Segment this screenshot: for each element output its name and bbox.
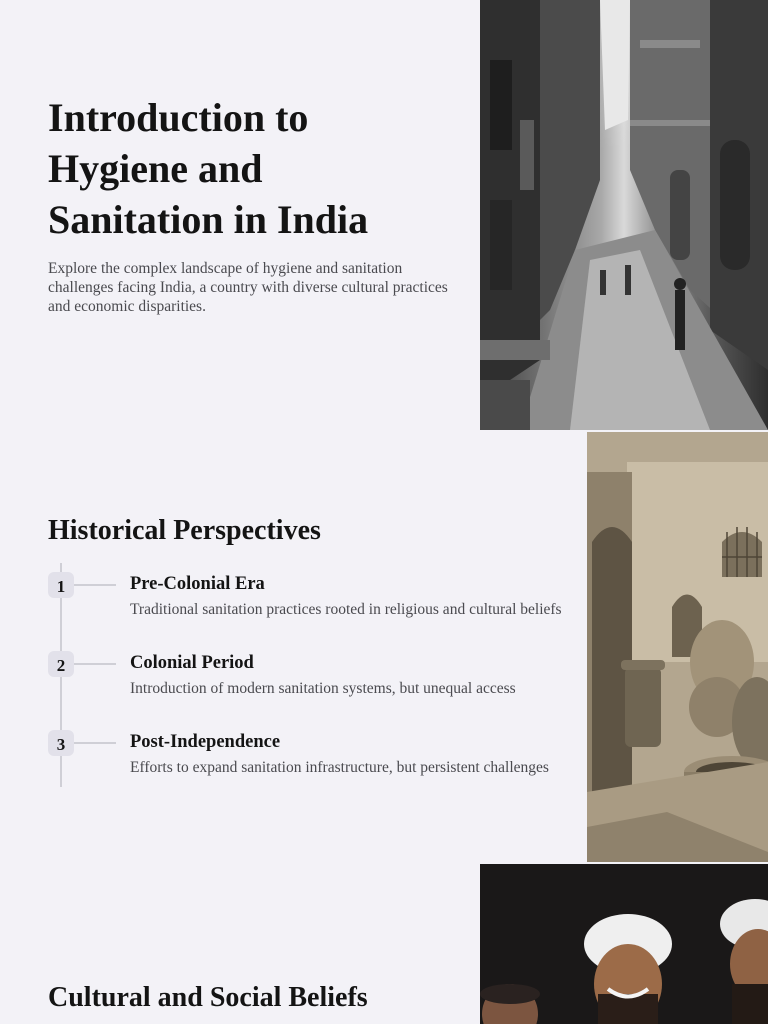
- timeline-connector: [74, 584, 116, 586]
- timeline-heading: Colonial Period: [130, 653, 254, 673]
- section-title-culture: Cultural and Social Beliefs: [48, 982, 368, 1013]
- timeline-text: Traditional sanitation practices rooted in religious and cultural beliefs: [130, 601, 562, 618]
- people-turbans-image: [480, 864, 768, 1024]
- timeline-heading: Pre-Colonial Era: [130, 574, 265, 594]
- page-title: Introduction to Hygiene and Sanitation in India: [48, 95, 369, 242]
- timeline-number-badge: 1: [48, 572, 74, 598]
- historic-courtyard-image: [587, 432, 768, 862]
- timeline-number-badge: 3: [48, 730, 74, 756]
- timeline-item: [48, 651, 588, 711]
- timeline-text: Introduction of modern sanitation systems, but unequal access: [130, 680, 516, 697]
- timeline-number-badge: 2: [48, 651, 74, 677]
- timeline-text: Efforts to expand sanitation infrastructure, but persistent challenges: [130, 759, 549, 776]
- street-alley-image: [480, 0, 768, 430]
- timeline-item: [48, 730, 588, 790]
- section-title-history: Historical Perspectives: [48, 515, 321, 546]
- timeline-connector: [74, 663, 116, 665]
- intro-description: Explore the complex landscape of hygiene and sanitation challenges facing India, a country with diverse cultural practices and economic disparities.: [48, 260, 448, 315]
- timeline-item: [48, 572, 588, 632]
- timeline-connector: [74, 742, 116, 744]
- timeline-heading: Post-Independence: [130, 732, 281, 752]
